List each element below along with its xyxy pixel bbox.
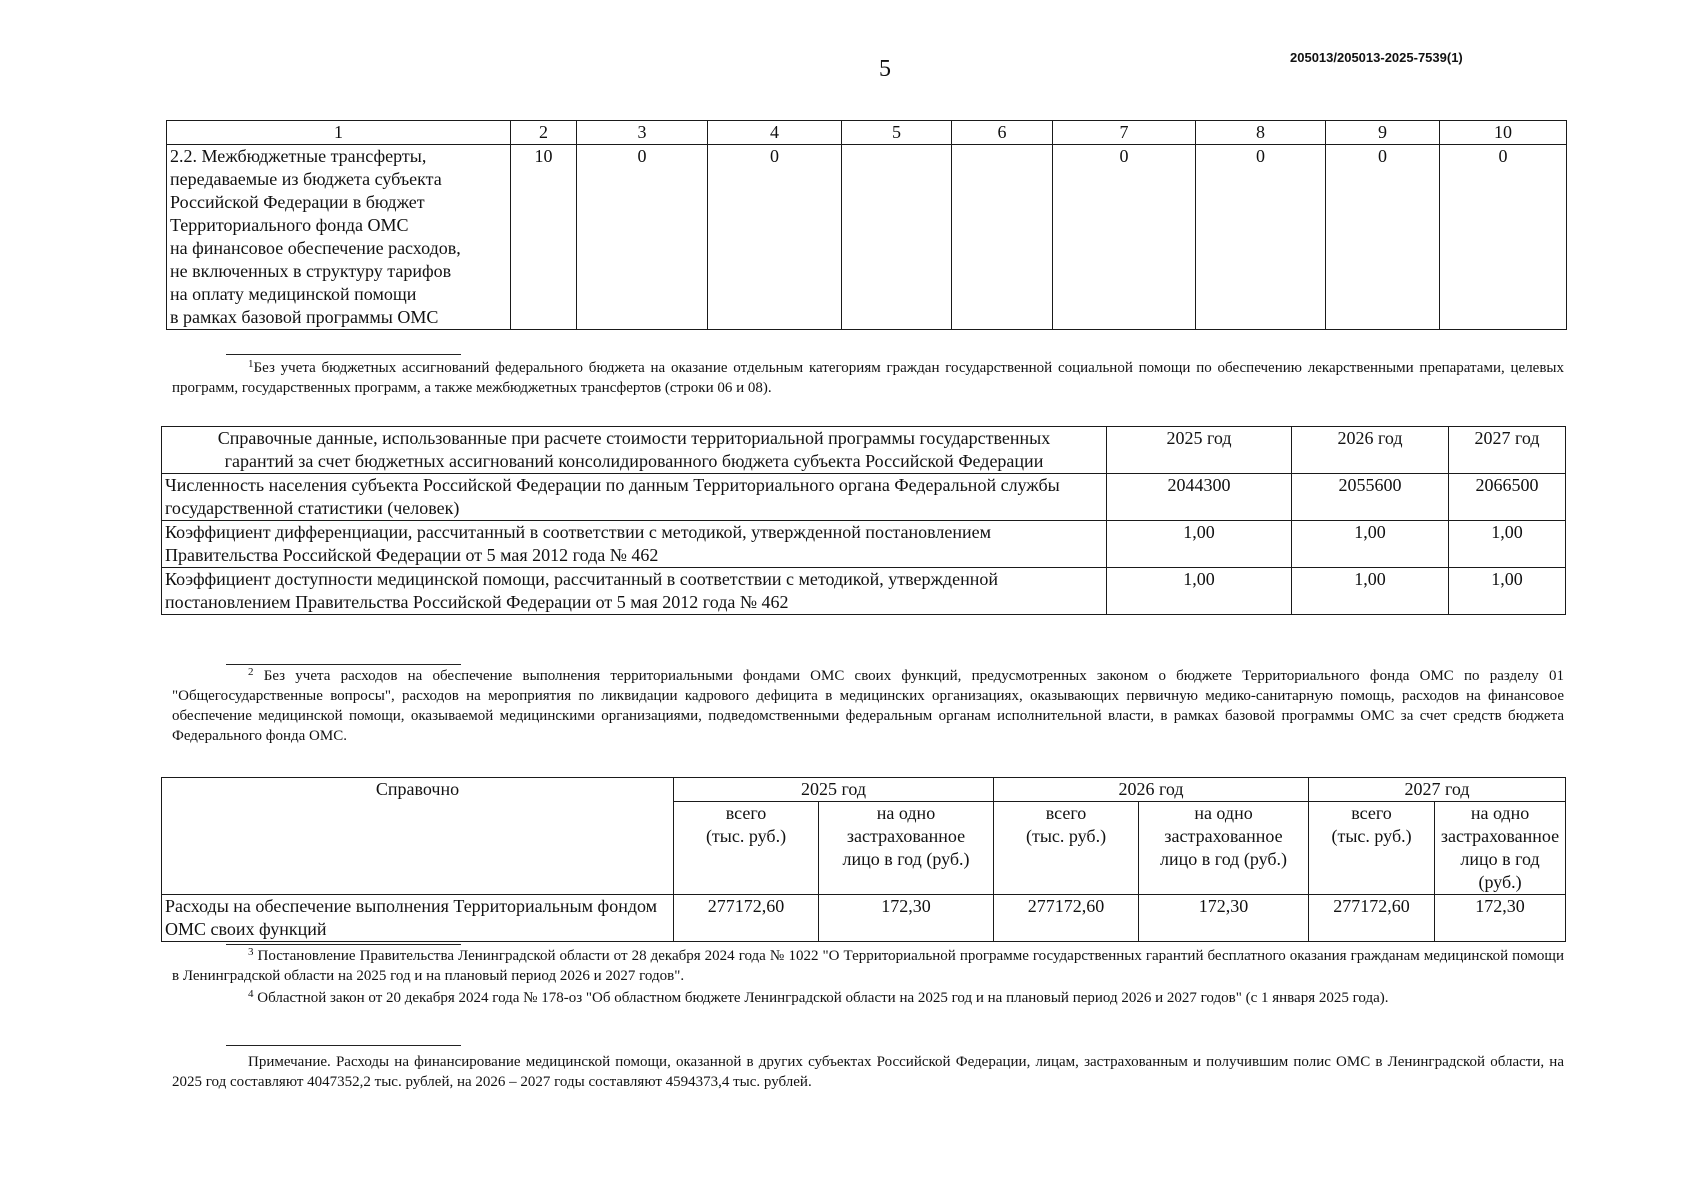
footnote-mark: 1 [248, 358, 254, 370]
footnote-text: Областной закон от 20 декабря 2024 года № 178-оз "Об областном бюджете Ленинградской области на 2025 год и на плановый период 2026 и 2027 годов" (с 1 января 2025 года). [257, 990, 1389, 1006]
footnote-mark: 3 [248, 946, 254, 958]
table-cell: 277172,60 [674, 895, 819, 942]
table-cell: 2044300 [1107, 474, 1292, 521]
table-cell: 1,00 [1292, 568, 1449, 615]
column-number: 1 [167, 121, 511, 145]
column-number-row [167, 121, 1567, 145]
table-cell: 0 [1440, 145, 1567, 330]
column-number: 4 [708, 121, 842, 145]
footnote-divider [226, 664, 461, 665]
table-cell: 172,30 [1139, 895, 1309, 942]
table-cell: 277172,60 [1309, 895, 1435, 942]
table-row [162, 521, 1566, 568]
row-label: Расходы на обеспечение выполнения Территориальным фондом ОМС своих функций [162, 895, 674, 942]
table-header-row [162, 778, 1566, 802]
table-cell: 1,00 [1107, 521, 1292, 568]
per-insured-subheader: на одно застрахованное лицо в год (руб.) [1435, 802, 1566, 895]
column-number: 9 [1326, 121, 1440, 145]
table-cell: 172,30 [1435, 895, 1566, 942]
table-cell: 2066500 [1449, 474, 1566, 521]
total-subheader: всего (тыс. руб.) [1309, 802, 1435, 895]
year-header: 2027 год [1449, 427, 1566, 474]
table-cell: 172,30 [819, 895, 994, 942]
footnote-text: Без учета бюджетных ассигнований федерального бюджета на оказание отдельным категориям граждан государственной социальной помощи по обеспечению лекарственными препаратами, целевых программ, государственных программ, а также межбюджетных трансфертов (строки 06 и 08). [172, 360, 1564, 396]
per-insured-subheader: на одно застрахованное лицо в год (руб.) [819, 802, 994, 895]
table-cell: 2055600 [1292, 474, 1449, 521]
column-number: 8 [1196, 121, 1326, 145]
table-cell: 1,00 [1449, 568, 1566, 615]
footnote-4 [172, 988, 1564, 1008]
table-row [167, 145, 1567, 330]
table-row [162, 474, 1566, 521]
continuation-table [166, 120, 1567, 330]
page-number: 5 [879, 56, 891, 82]
table-cell: 1,00 [1292, 521, 1449, 568]
footnote-divider [226, 354, 461, 355]
row-label: Коэффициент дифференциации, рассчитанный в соответствии с методикой, утвержденной постановлением Правительства Российской Федерации от 5 мая 2012 года № 462 [162, 521, 1107, 568]
table-cell: 277172,60 [994, 895, 1139, 942]
note-divider [226, 1045, 461, 1046]
column-number: 7 [1053, 121, 1196, 145]
footnote-divider [226, 944, 461, 945]
table-row [162, 568, 1566, 615]
column-number: 6 [952, 121, 1053, 145]
table-cell [952, 145, 1053, 330]
row-label: Численность населения субъекта Российской Федерации по данным Территориального органа Федеральной службы государственной статистики (человек) [162, 474, 1107, 521]
year-header: 2027 год [1309, 778, 1566, 802]
column-number: 5 [842, 121, 952, 145]
table-header: Справочные данные, использованные при расчете стоимости территориальной программы государственных гарантий за счет бюджетных ассигнований консолидированного бюджета субъекта Российской Федерации [162, 427, 1107, 474]
footnote-1 [172, 358, 1564, 398]
table-cell: 0 [1196, 145, 1326, 330]
year-header: 2025 год [1107, 427, 1292, 474]
table-cell: 1,00 [1107, 568, 1292, 615]
column-number: 10 [1440, 121, 1567, 145]
column-number: 3 [577, 121, 708, 145]
reference-data-table [161, 426, 1566, 615]
column-number: 2 [511, 121, 577, 145]
year-header: 2025 год [674, 778, 994, 802]
document-id: 205013/205013-2025-7539(1) [1290, 50, 1463, 65]
table-header: Справочно [162, 778, 674, 895]
total-subheader: всего (тыс. руб.) [674, 802, 819, 895]
year-header: 2026 год [1292, 427, 1449, 474]
table-cell: 0 [708, 145, 842, 330]
footnote-2 [172, 666, 1564, 746]
note: Примечание. Расходы на финансирование медицинской помощи, оказанной в других субъектах Российской Федерации, лицам, застрахованным и получившим полис ОМС в Ленинградской области, на 2025 год составляют 4047352,2 тыс. рублей, на 2026 – 2027 годы составляют 4594373,4 тыс. рублей. [172, 1054, 1564, 1090]
table-cell: 0 [1326, 145, 1440, 330]
reference-expenses-table [161, 777, 1566, 942]
table-cell: 1,00 [1449, 521, 1566, 568]
table-cell: 0 [1053, 145, 1196, 330]
footnote-text: Постановление Правительства Ленинградской области от 28 декабря 2024 года № 1022 "О Территориальной программе государственных гарантий бесплатного оказания гражданам медицинской помощи в Ленинградской области на 2025 год и на плановый период 2026 и 2027 годов". [172, 948, 1564, 984]
per-insured-subheader: на одно застрахованное лицо в год (руб.) [1139, 802, 1309, 895]
total-subheader: всего (тыс. руб.) [994, 802, 1139, 895]
table-row [162, 895, 1566, 942]
table-cell [842, 145, 952, 330]
footnote-text: Без учета расходов на обеспечение выполнения территориальными фондами ОМС своих функций, предусмотренных законом о бюджете Территориального фонда ОМС по разделу 01 "Общегосударственные вопросы", расходов на мероприятия по ликвидации кадрового дефицита в медицинских организациях, оказывающих первичную медико-санитарную помощь, расходов на финансовое обеспечение медицинской помощи, оказываемой медицинскими организациями, подведомственными федеральным органам исполнительной власти, в рамках базовой программы ОМС за счет средств бюджета Федерального фонда ОМС. [172, 668, 1564, 744]
table-cell: 0 [577, 145, 708, 330]
table-cell: 10 [511, 145, 577, 330]
footnote-3 [172, 946, 1564, 986]
year-header: 2026 год [994, 778, 1309, 802]
row-label: 2.2. Межбюджетные трансферты, передаваемые из бюджета субъекта Российской Федерации в бюджет Территориального фонда ОМС на финансовое обеспечение расходов, не включенных в структуру тарифов на оплату медицинской помощи в рамках базовой программы ОМС [167, 145, 511, 330]
table-header-row [162, 427, 1566, 474]
footnote-mark: 4 [248, 988, 254, 1000]
row-label: Коэффициент доступности медицинской помощи, рассчитанный в соответствии с методикой, утвержденной постановлением Правительства Российской Федерации от 5 мая 2012 года № 462 [162, 568, 1107, 615]
footnote-mark: 2 [248, 666, 254, 678]
